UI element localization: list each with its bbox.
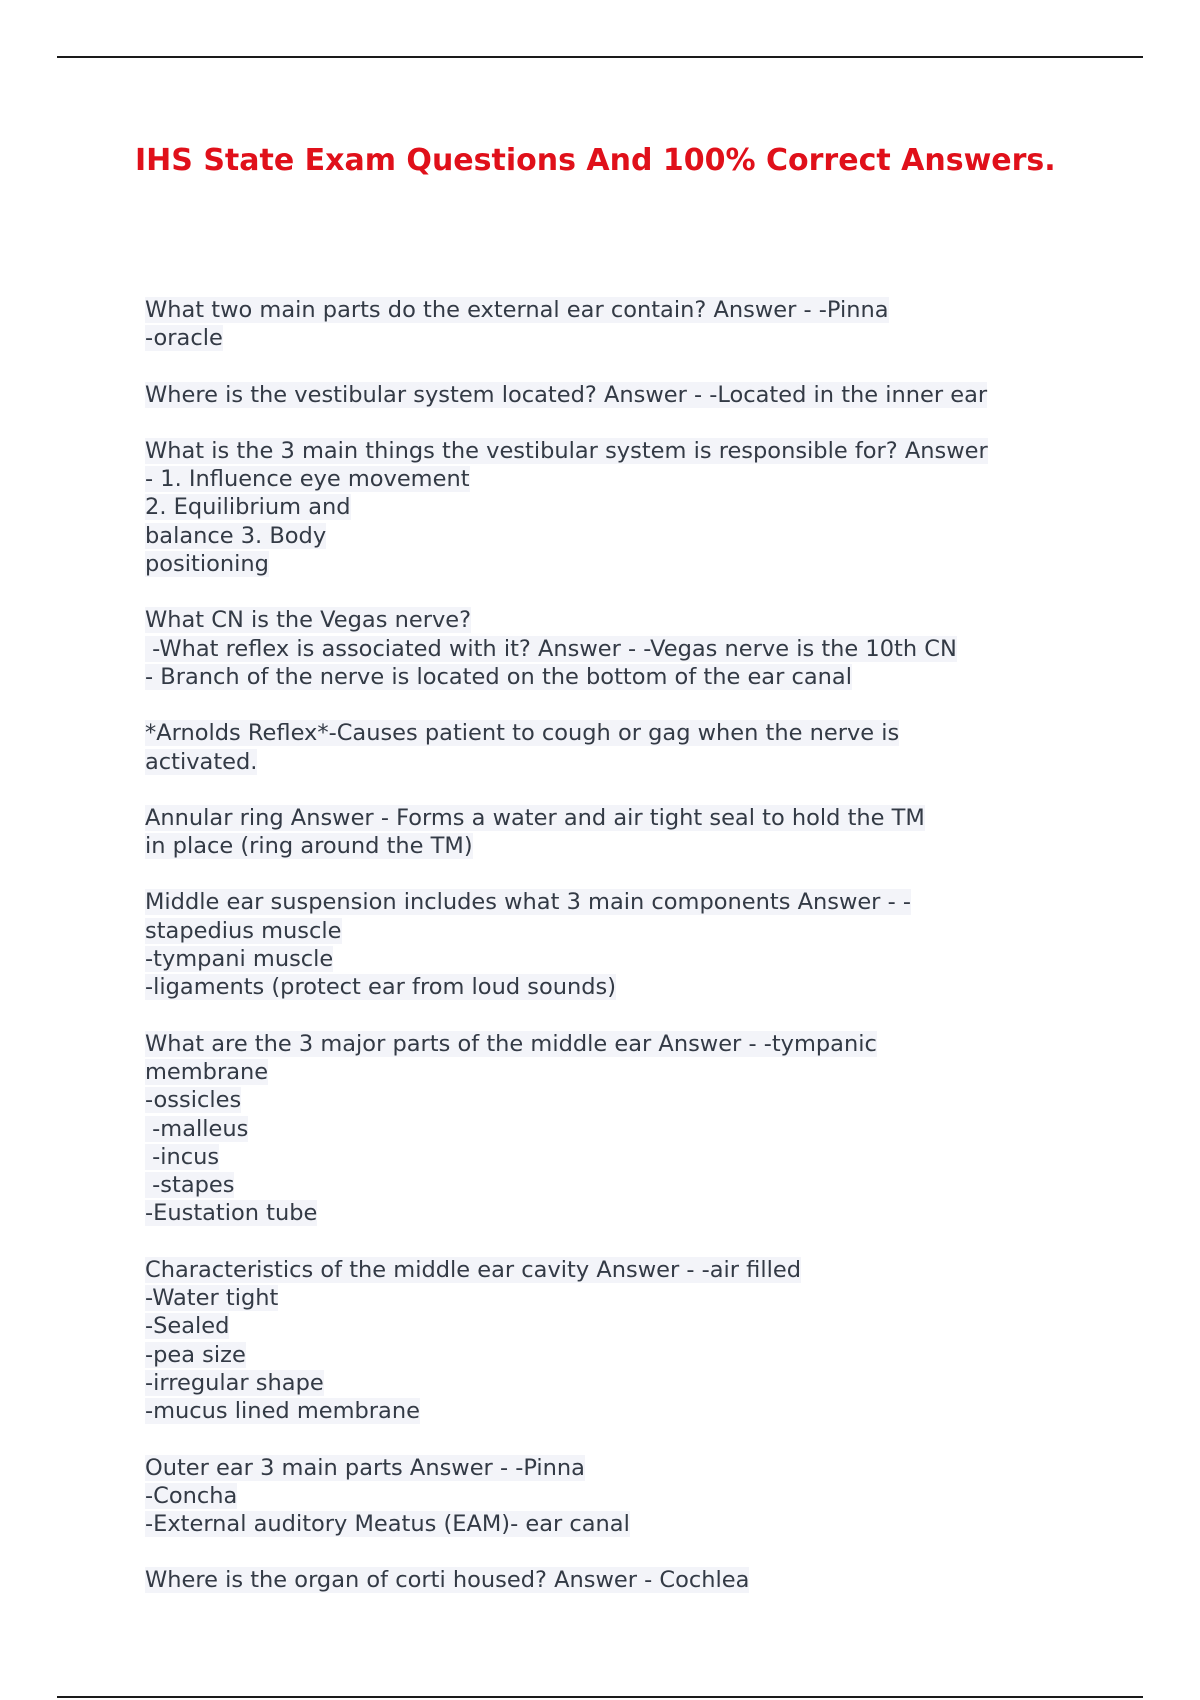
qa-line — [145, 1284, 1065, 1312]
qa-line — [145, 1369, 1065, 1397]
qa-line-text: activated. — [145, 748, 258, 775]
qa-line — [145, 1171, 1065, 1199]
qa-line — [145, 493, 1065, 521]
qa-line — [145, 1566, 1065, 1594]
qa-line — [145, 663, 1065, 691]
qa-line-text: membrane — [145, 1058, 269, 1085]
qa-line-text: -irregular shape — [145, 1369, 324, 1396]
qa-line-text: What CN is the Vegas nerve? — [145, 607, 472, 634]
qa-line-text: Outer ear 3 main parts Answer - -Pinna — [145, 1454, 585, 1481]
qa-line — [145, 1397, 1065, 1425]
qa-line-text: -External auditory Meatus (EAM)- ear canal — [145, 1511, 630, 1538]
qa-line-text: -oracle — [145, 325, 223, 352]
qa-line-text: -stapes — [145, 1172, 235, 1199]
qa-line — [145, 1256, 1065, 1284]
qa-item — [145, 1256, 1065, 1426]
qa-line-text: -What reflex is associated with it? Answer - -Vegas nerve is the 10th CN — [145, 635, 957, 662]
qa-line-text: Where is the organ of corti housed? Answer - Cochlea — [145, 1567, 750, 1594]
document-title: IHS State Exam Questions And 100% Correct Answers. — [135, 143, 1056, 178]
qa-line-text: -ligaments (protect ear from loud sounds) — [145, 974, 617, 1001]
bottom-rule — [57, 1696, 1143, 1698]
qa-item — [145, 381, 1065, 409]
qa-item — [145, 719, 1065, 776]
qa-line — [145, 804, 1065, 832]
qa-line-text: What are the 3 major parts of the middle ear Answer - -tympanic — [145, 1030, 877, 1057]
qa-line — [145, 1510, 1065, 1538]
qa-line — [145, 437, 1065, 465]
qa-line-text: -ossicles — [145, 1087, 242, 1114]
qa-line-text: stapedius muscle — [145, 917, 342, 944]
qa-line-text: -pea size — [145, 1341, 246, 1368]
qa-line — [145, 1115, 1065, 1143]
qa-line — [145, 522, 1065, 550]
qa-line-text: -malleus — [145, 1115, 249, 1142]
qa-line — [145, 1341, 1065, 1369]
qa-line — [145, 1199, 1065, 1227]
qa-line — [145, 945, 1065, 973]
qa-item — [145, 437, 1065, 578]
qa-item — [145, 1454, 1065, 1539]
qa-line-text: -Sealed — [145, 1313, 230, 1340]
qa-line — [145, 973, 1065, 1001]
qa-line — [145, 1482, 1065, 1510]
qa-item — [145, 888, 1065, 1001]
qa-line-text: -Water tight — [145, 1285, 279, 1312]
qa-item — [145, 296, 1065, 353]
qa-line-text: in place (ring around the TM) — [145, 833, 473, 860]
qa-list — [145, 296, 1065, 1623]
qa-line-text: balance 3. Body — [145, 522, 327, 549]
qa-line-text: Characteristics of the middle ear cavity Answer - -air filled — [145, 1256, 801, 1283]
qa-item — [145, 1566, 1065, 1594]
qa-line — [145, 1058, 1065, 1086]
qa-item — [145, 606, 1065, 691]
qa-line-text: -Concha — [145, 1482, 238, 1509]
qa-line-text: positioning — [145, 551, 269, 578]
qa-line — [145, 832, 1065, 860]
qa-line-text: -Eustation tube — [145, 1200, 318, 1227]
qa-item — [145, 804, 1065, 861]
top-rule — [57, 56, 1143, 58]
qa-line-text: -mucus lined membrane — [145, 1398, 420, 1425]
qa-line-text: What is the 3 main things the vestibular system is responsible for? Answer — [145, 437, 988, 464]
qa-line — [145, 748, 1065, 776]
qa-line — [145, 635, 1065, 663]
qa-line-text: What two main parts do the external ear contain? Answer - -Pinna — [145, 297, 889, 323]
qa-line-text: - Branch of the nerve is located on the bottom of the ear canal — [145, 663, 852, 690]
qa-line — [145, 1143, 1065, 1171]
qa-line-text: Middle ear suspension includes what 3 main components Answer - - — [145, 889, 911, 916]
qa-line-text: *Arnolds Reflex*-Causes patient to cough or gag when the nerve is — [145, 720, 900, 747]
qa-line-text: Where is the vestibular system located? Answer - -Located in the inner ear — [145, 381, 988, 408]
qa-line-text: -incus — [145, 1143, 220, 1170]
qa-line — [145, 917, 1065, 945]
qa-line — [145, 324, 1065, 352]
qa-line — [145, 296, 1065, 324]
qa-line — [145, 1312, 1065, 1340]
qa-line — [145, 719, 1065, 747]
qa-line — [145, 1086, 1065, 1114]
qa-line — [145, 550, 1065, 578]
qa-item — [145, 1030, 1065, 1228]
qa-line — [145, 465, 1065, 493]
qa-line — [145, 381, 1065, 409]
qa-line — [145, 888, 1065, 916]
qa-line — [145, 1030, 1065, 1058]
qa-line-text: -tympani muscle — [145, 946, 334, 973]
qa-line-text: Annular ring Answer - Forms a water and air tight seal to hold the TM — [145, 804, 925, 831]
qa-line — [145, 606, 1065, 634]
qa-line-text: - 1. Influence eye movement — [145, 466, 470, 493]
qa-line — [145, 1454, 1065, 1482]
qa-line-text: 2. Equilibrium and — [145, 494, 351, 521]
